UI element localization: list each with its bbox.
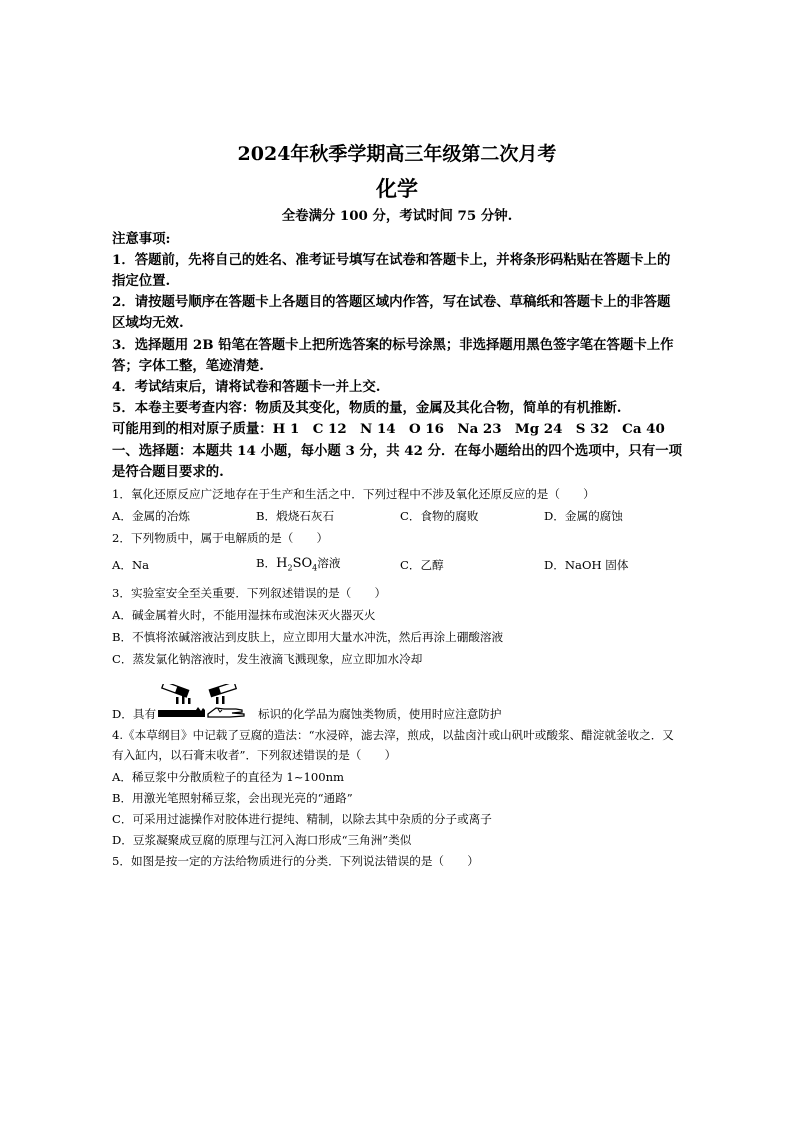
q3-option-b: B．不慎将浓碱溶液沾到皮肤上，应立即用大量水冲洗，然后再涂上硼酸溶液 [112, 630, 504, 644]
q4-option-b: B．用激光笔照射稀豆浆，会出现光亮的“通路” [112, 791, 353, 805]
note-line: 区域均无效. [112, 315, 184, 331]
subscript-2: 2 [287, 563, 293, 573]
q3-option-a: A．碱金属着火时，不能用湿抹布或泡沫灭火器灭火 [112, 608, 376, 622]
note-line: 1．答题前，先将自己的姓名、准考证号填写在试卷和答题卡上，并将条形码粘贴在答题卡上的 [112, 252, 671, 268]
note-line: 5．本卷主要考查内容：物质及其变化，物质的量，金属及其化合物，简单的有机推断. [112, 400, 622, 416]
q2-option-a: A．Na [112, 558, 150, 572]
note-line: 3．选择题用 2B 铅笔在答题卡上把所选答案的标号涂黑；非选择题用黑色签字笔在答题卡上作 [112, 337, 674, 353]
formula-so: SO [292, 556, 313, 571]
q2-option-c: C．乙醇 [400, 558, 444, 572]
section-heading: 是符合题目要求的. [112, 464, 224, 480]
atomic-mass-line: 可能用到的相对原子质量：H 1 C 12 N 14 O 16 Na 23 Mg 24 S 32 Ca 40 [112, 421, 665, 437]
subject-title: 化学 [376, 176, 418, 201]
corrosive-hazard-icon [156, 684, 248, 720]
q2-option-b-prefix: B． [256, 556, 277, 570]
q1-option-b: B．煅烧石灰石 [256, 509, 335, 523]
note-line: 4．考试结束后，请将试卷和答题卡一并上交. [112, 379, 381, 395]
q4-option-d: D．豆浆凝聚成豆腐的原理与江河入海口形成“三角洲”类似 [112, 833, 412, 847]
q4-option-c: C．可采用过滤操作对胶体进行提纯、精制，以除去其中杂质的分子或离子 [112, 812, 492, 826]
q3-option-d-prefix: D．具有 [112, 707, 157, 721]
note-line: 2．请按题号顺序在答题卡上各题目的答题区域内作答，写在试卷、草稿纸和答题卡上的非答题 [112, 294, 671, 310]
exam-title: 2024年秋季学期高三年级第二次月考 [237, 143, 557, 165]
q3-option-d-suffix: 标识的化学品为腐蚀类物质，使用时应注意防护 [258, 707, 502, 721]
question-2-stem: 2．下列物质中，属于电解质的是（ ） [112, 531, 329, 545]
note-line: 答；字体工整，笔迹清楚. [112, 358, 264, 374]
question-5-stem: 5．如图是按一定的方法给物质进行的分类．下列说法错误的是（ ） [112, 854, 479, 868]
section-heading: 一、选择题：本题共 14 小题，每小题 3 分，共 42 分．在每小题给出的四个选项中，只有一项 [112, 443, 683, 459]
formula-h: H [276, 556, 288, 571]
q2-option-b-suffix: 溶液 [317, 556, 341, 570]
notes-heading: 注意事项: [112, 231, 171, 247]
q2-option-d: D．NaOH 固体 [544, 558, 629, 572]
q3-option-c: C．蒸发氯化钠溶液时，发生液滴飞溅现象，应立即加水冷却 [112, 652, 423, 666]
question-1-stem: 1．氧化还原反应广泛地存在于生产和生活之中．下列过程中不涉及氧化还原反应的是（ ） [112, 487, 595, 501]
note-line: 指定位置. [112, 273, 171, 289]
q1-option-d: D．金属的腐蚀 [544, 509, 623, 523]
q2-option-b [256, 555, 340, 572]
question-3-stem: 3．实验室安全至关重要．下列叙述错误的是（ ） [112, 586, 387, 600]
exam-info: 全卷满分 100 分，考试时间 75 分钟. [281, 208, 513, 224]
q1-option-c: C．食物的腐败 [400, 509, 479, 523]
subscript-4: 4 [312, 563, 318, 573]
question-4-stem: 4.《本草纲目》中记载了豆腐的造法：“水浸碎，滤去滓，煎成，以盐卤汁或山矾叶或酸浆、醋淀就釜收之．又 [112, 728, 674, 742]
question-4-stem: 有入缸内，以石膏末收者”．下列叙述错误的是（ ） [112, 748, 397, 762]
q1-option-a: A．金属的冶炼 [112, 509, 190, 523]
q4-option-a: A．稀豆浆中分散质粒子的直径为 1~100nm [112, 770, 345, 784]
